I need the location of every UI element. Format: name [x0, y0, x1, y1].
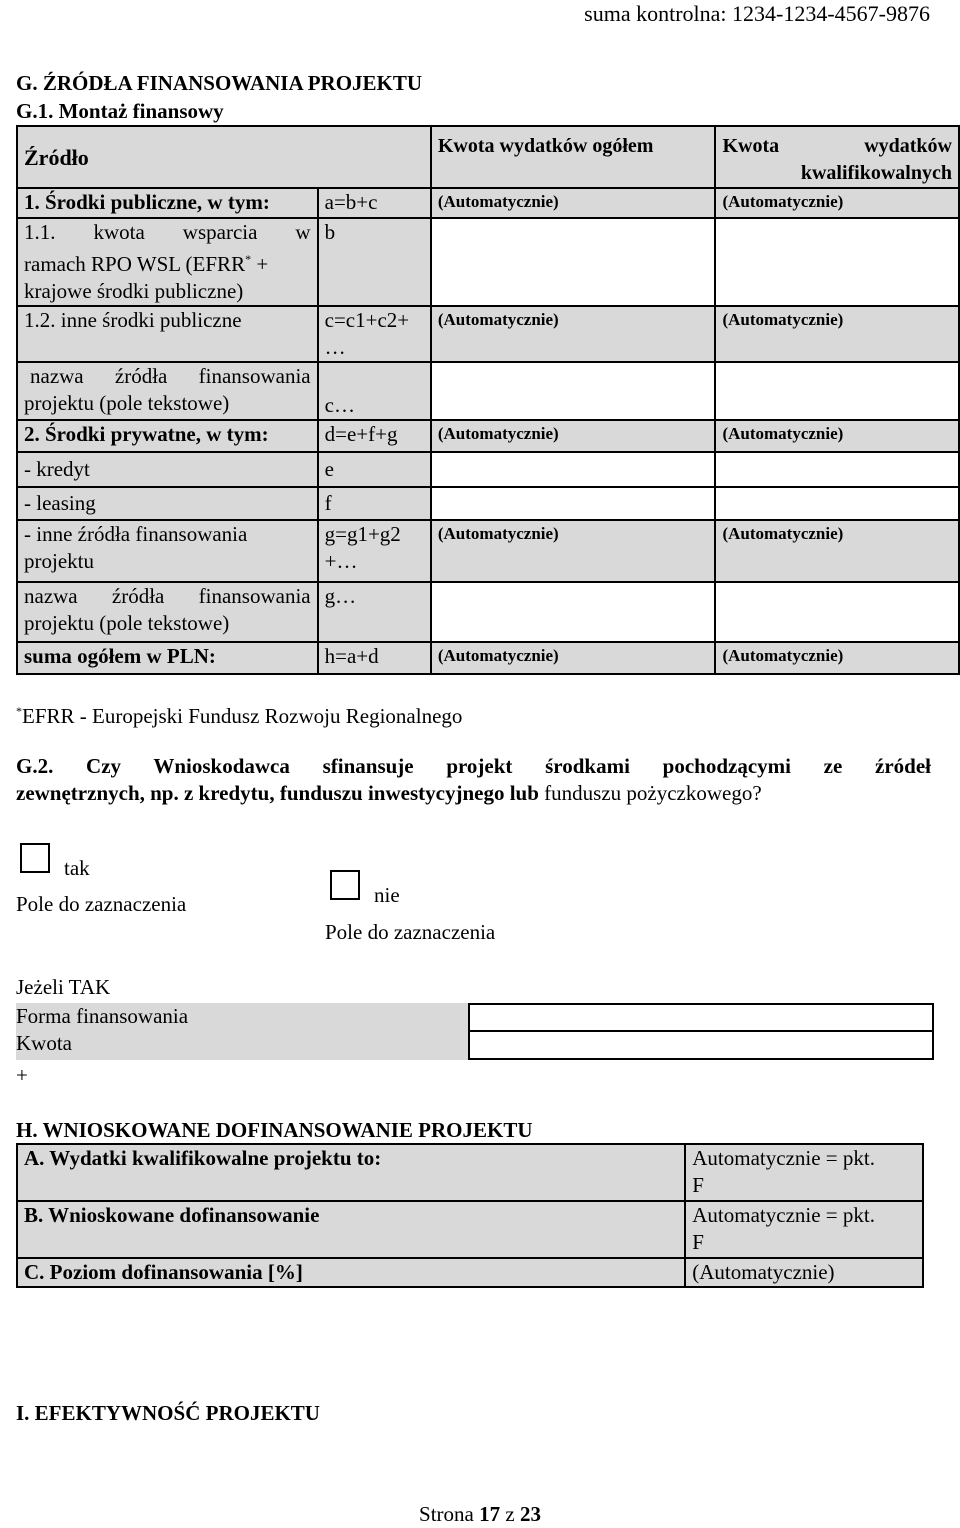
row-label: 1. Środki publiczne, w tym:	[17, 188, 318, 218]
section-h-title: H. WNIOSKOWANE DOFINANSOWANIE PROJEKTU	[16, 1118, 533, 1142]
section-g1-title: G.1. Montaż finansowy	[16, 99, 224, 123]
row-label-part: finansowania	[198, 584, 311, 608]
row-formula: g…	[318, 582, 431, 642]
section-i-title: I. EFEKTYWNOŚĆ PROJEKTU	[16, 1401, 320, 1425]
row-label-part: +	[251, 252, 269, 276]
row-label-part: nazwa	[24, 584, 78, 608]
option-no[interactable]	[330, 870, 400, 907]
amount-total-input[interactable]	[431, 218, 716, 306]
checkbox-no[interactable]	[330, 870, 360, 900]
row-label-part: projektu (pole tekstowe)	[24, 391, 230, 415]
row-label-part: wsparcia	[182, 220, 258, 244]
row-eligible: (Automatycznie)	[715, 306, 959, 362]
funding-table	[16, 1143, 924, 1288]
page-total: 23	[519, 1502, 541, 1526]
row-total: (Automatycznie)	[431, 306, 716, 362]
question-line: zewnętrznych, np. z kredytu, funduszu inwestycyjnego lub	[16, 781, 539, 805]
table-row	[17, 218, 959, 306]
row-label	[17, 520, 318, 582]
amount-eligible-input[interactable]	[715, 218, 959, 306]
formula-line: …	[324, 335, 346, 359]
row-label-part: nazwa	[30, 364, 84, 388]
row-eligible: (Automatycznie)	[715, 188, 959, 218]
amount-eligible-input[interactable]	[715, 452, 959, 487]
row-label: C. Poziom dofinansowania [%]	[17, 1258, 685, 1287]
footnote-marker: *	[16, 704, 22, 718]
row-eligible: (Automatycznie)	[715, 520, 959, 582]
value-line: F	[692, 1230, 704, 1254]
amount-total-input[interactable]	[431, 487, 716, 520]
amount-eligible-input[interactable]	[715, 487, 959, 520]
row-label	[17, 218, 318, 306]
formula-line: +…	[324, 549, 358, 573]
row-label: 1.2. inne środki publiczne	[17, 306, 318, 362]
kwota-input[interactable]	[468, 1030, 934, 1060]
row-label: suma ogółem w PLN:	[17, 642, 318, 674]
row-eligible: (Automatycznie)	[715, 642, 959, 674]
page-prefix: Strona	[419, 1502, 480, 1526]
header-eligible	[715, 126, 959, 188]
kwota-label: Kwota	[16, 1031, 72, 1055]
row-total: (Automatycznie)	[431, 642, 716, 674]
value-line: F	[692, 1173, 704, 1197]
table-header-row	[17, 126, 959, 188]
header-source: Źródło	[17, 126, 431, 188]
table-row	[17, 487, 959, 520]
checkbox-yes[interactable]	[20, 843, 50, 873]
value-line: Automatycznie = pkt.	[692, 1203, 875, 1227]
table-row	[17, 582, 959, 642]
row-formula	[318, 306, 431, 362]
section-g-title: G. ŹRÓDŁA FINANSOWANIA PROJEKTU	[16, 71, 423, 95]
row-total: (Automatycznie)	[431, 420, 716, 452]
row-label: - leasing	[17, 487, 318, 520]
table-row	[17, 1201, 923, 1258]
row-formula: b	[318, 218, 431, 306]
row-formula: a=b+c	[318, 188, 431, 218]
footnote-text: EFRR - Europejski Fundusz Rozwoju Regionalnego	[22, 704, 463, 728]
formula-line: c=c1+c2+	[324, 308, 410, 332]
table-row	[17, 362, 959, 420]
row-label-part: projektu	[24, 549, 94, 573]
page-middle: z	[500, 1502, 520, 1526]
row-formula: d=e+f+g	[318, 420, 431, 452]
table-row	[17, 420, 959, 452]
row-value: (Automatycznie)	[685, 1258, 923, 1287]
row-label-part: ramach RPO WSL (EFRR	[24, 252, 246, 276]
amount-total-input[interactable]	[431, 452, 716, 487]
financing-table	[16, 125, 960, 675]
row-value	[685, 1201, 923, 1258]
table-row	[17, 188, 959, 218]
row-value	[685, 1144, 923, 1201]
if-yes-label: Jeżeli TAK	[16, 975, 111, 999]
footnote-marker: *	[245, 252, 252, 266]
row-label	[17, 582, 318, 642]
header-eligible-w3: kwalifikowalnych	[800, 162, 952, 184]
option-yes[interactable]	[20, 843, 90, 880]
row-label-part: finansowania	[198, 364, 311, 388]
row-formula: f	[318, 487, 431, 520]
header-total: Kwota wydatków ogółem	[431, 126, 716, 188]
forma-finansowania-label: Forma finansowania	[16, 1004, 189, 1028]
option-no-caption: Pole do zaznaczenia	[325, 920, 496, 944]
row-label-part: - inne źródła finansowania	[24, 522, 248, 546]
row-total: (Automatycznie)	[431, 188, 716, 218]
option-yes-label: tak	[64, 856, 90, 880]
row-label-part: projektu (pole tekstowe)	[24, 611, 230, 635]
row-label	[17, 362, 318, 420]
row-label: - kredyt	[17, 452, 318, 487]
row-label-part: 1.1.	[24, 220, 56, 244]
page-footer	[0, 1501, 960, 1528]
checksum: suma kontrolna: 1234-1234-4567-9876	[584, 1, 930, 26]
footnote	[16, 698, 462, 730]
question-g2	[16, 753, 931, 807]
amount-total-input[interactable]	[431, 362, 716, 420]
row-eligible: (Automatycznie)	[715, 420, 959, 452]
formula-line: g=g1+g2	[324, 522, 401, 546]
row-label-part: kwota	[93, 220, 145, 244]
option-no-label: nie	[374, 883, 400, 907]
row-formula: e	[318, 452, 431, 487]
row-label-part: w	[295, 220, 311, 244]
table-row	[17, 1144, 923, 1201]
row-total: (Automatycznie)	[431, 520, 716, 582]
row-formula: c…	[318, 362, 431, 420]
forma-finansowania-input[interactable]	[468, 1003, 934, 1032]
table-row	[17, 452, 959, 487]
table-row	[17, 306, 959, 362]
row-label-part: źródła	[114, 364, 168, 388]
row-label: B. Wnioskowane dofinansowanie	[17, 1201, 685, 1258]
header-eligible-w1: Kwota	[722, 135, 780, 157]
table-row-sum	[17, 642, 959, 674]
row-label: 2. Środki prywatne, w tym:	[17, 420, 318, 452]
plus-sign: +	[16, 1063, 28, 1087]
row-label: A. Wydatki kwalifikowalne projektu to:	[17, 1144, 685, 1201]
table-row	[17, 1258, 923, 1287]
option-yes-caption: Pole do zaznaczenia	[16, 892, 187, 916]
row-formula: h=a+d	[318, 642, 431, 674]
table-row	[17, 520, 959, 582]
question-line: funduszu pożyczkowego?	[538, 781, 762, 805]
header-eligible-w2: wydatków	[864, 135, 952, 157]
value-line: Automatycznie = pkt.	[692, 1146, 875, 1170]
question-line: G.2. Czy Wnioskodawca sfinansuje projekt środkami pochodzącymi ze źródeł	[16, 754, 931, 778]
row-formula	[318, 520, 431, 582]
row-label-part: źródła	[111, 584, 165, 608]
row-label-part: krajowe środki publiczne)	[24, 279, 244, 303]
page-current: 17	[479, 1502, 501, 1526]
amount-total-input[interactable]	[431, 582, 716, 642]
amount-eligible-input[interactable]	[715, 362, 959, 420]
if-yes-labels-box	[16, 1003, 468, 1060]
amount-eligible-input[interactable]	[715, 582, 959, 642]
